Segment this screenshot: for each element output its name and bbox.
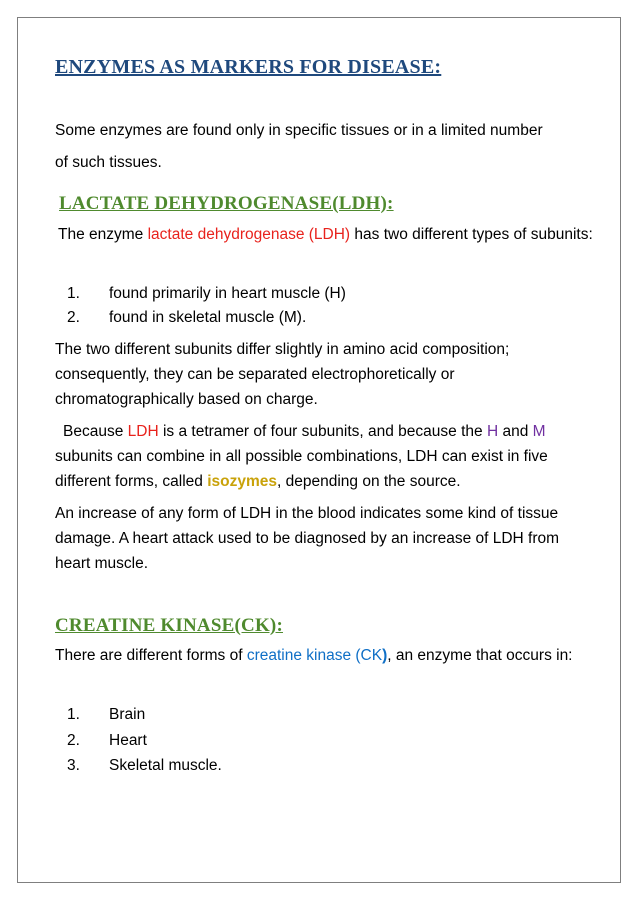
list-text: found primarily in heart muscle (H) [109,285,346,302]
intro-line-2: of such tissues. [55,154,162,171]
ck-p1-post: , an enzyme that occurs in: [387,647,573,664]
ldh-paragraph-3 [55,419,595,494]
list-number: 2. [67,731,80,749]
ldh-p3-e: , depending on the source. [277,473,461,490]
list-number: 1. [67,706,80,723]
subunit-h: H [486,423,499,440]
ldh-heading: LACTATE DEHYDROGENASE(LDH): [59,193,394,214]
isozymes-term: isozymes [207,473,277,490]
ck-enzyme-name: creatine kinase (CK [246,647,383,664]
page-title: ENZYMES AS MARKERS FOR DISEASE: [55,56,442,78]
list-text: found in skeletal muscle (M). [109,309,307,326]
list-number: 2. [67,309,80,326]
list-text: Skeletal muscle. [109,757,222,774]
ldh-paragraph-1 [55,222,595,247]
ldh-p3-a: Because [63,423,128,440]
ldh-enzyme-name: lactate dehydrogenase (LDH) [147,226,351,243]
list-number: 3. [67,757,80,774]
ldh-abbrev: LDH [127,423,159,440]
ldh-p3-c: and [498,423,533,440]
ck-p1-pre: There are different forms of [55,647,247,664]
list-text: Brain [109,706,146,723]
ldh-p3-d: subunits can combine in all possible combinations, LDH can exist in five different forms, called [55,448,548,490]
list-number: 1. [67,285,80,302]
intro-line-1: Some enzymes are found only in specific tissues or in a limited number [55,122,543,139]
ldh-paragraph-2: The two different subunits differ slightly in amino acid composition; consequently, they can be separated electrophoretically or chromatographically based on charge. [55,341,510,408]
ck-closing-paren: ) [382,647,388,664]
ck-paragraph-1 [55,643,595,668]
list-text: Heart [109,731,147,749]
intro-paragraph [55,118,595,175]
ldh-p3-b: is a tetramer of four subunits, and because the [158,423,487,440]
subunit-m: M [532,423,546,440]
ldh-paragraph-4: An increase of any form of LDH in the blood indicates some kind of tissue damage. A heart attack used to be diagnosed by an increase of LDH from heart muscle. [55,505,560,572]
ldh-p1-pre: The enzyme [58,226,148,243]
ldh-p1-post: has two different types of subunits: [350,226,593,243]
ck-heading: CREATINE KINASE(CK): [55,615,283,636]
